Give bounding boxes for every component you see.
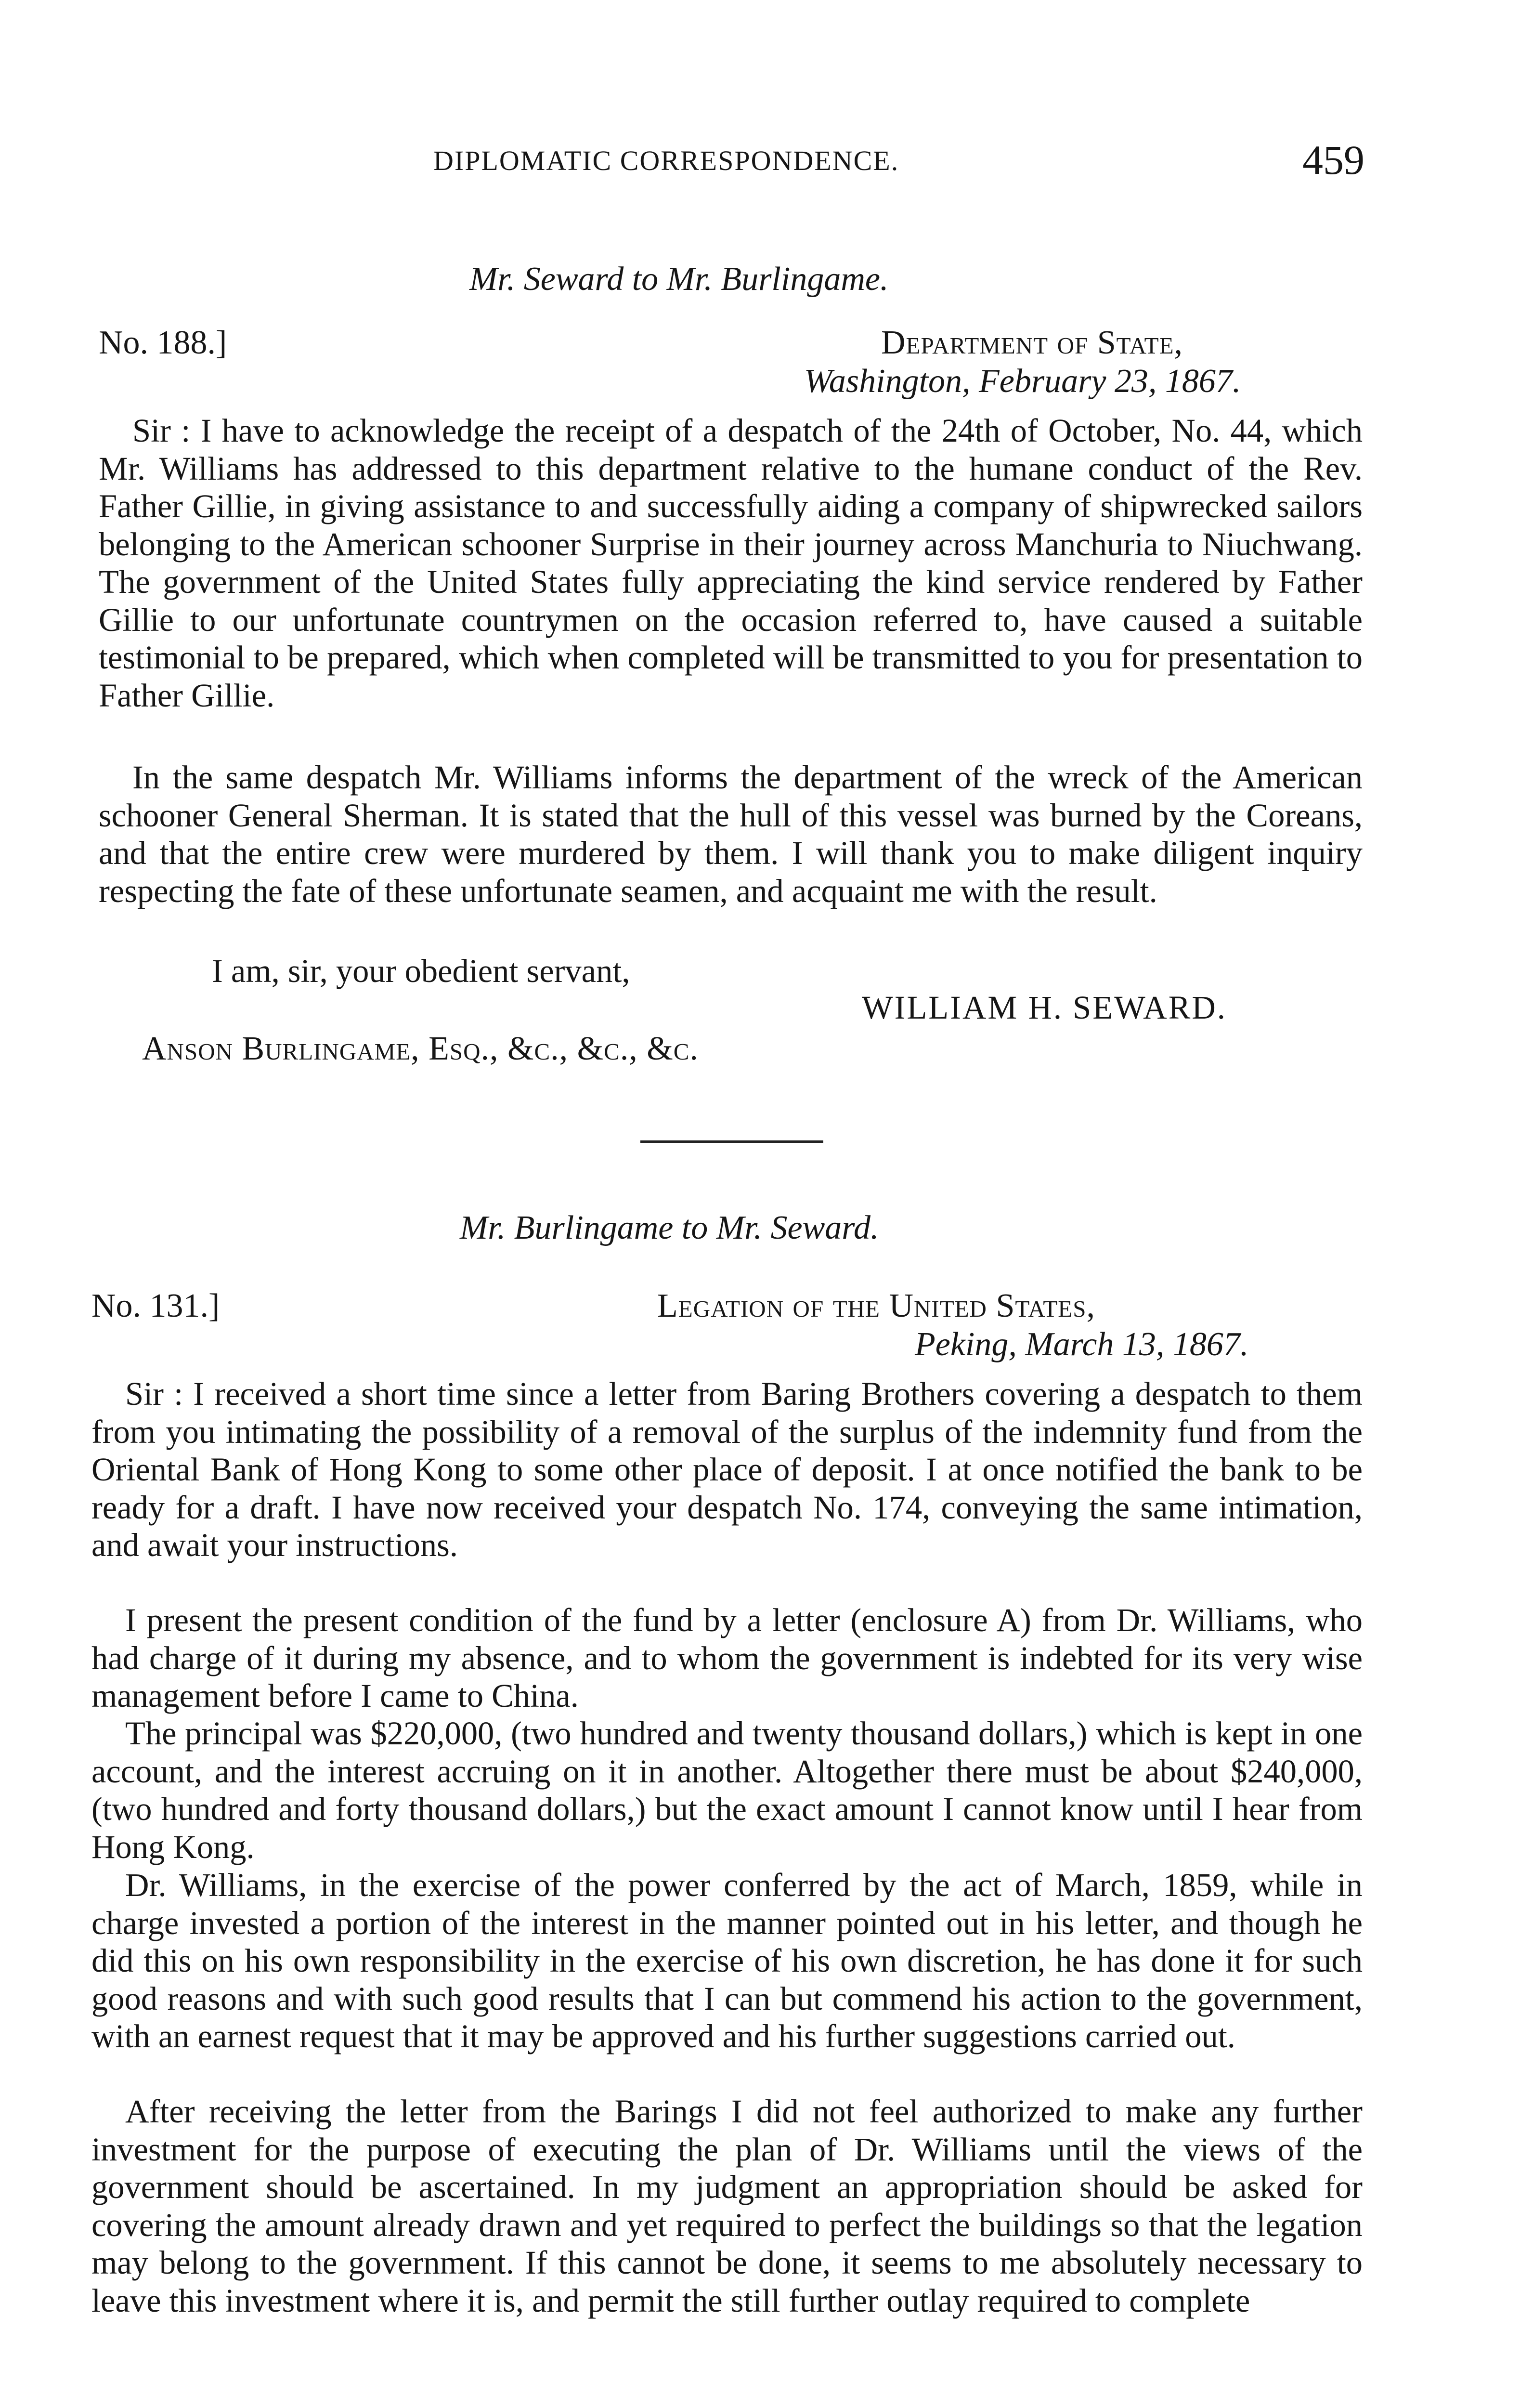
section-divider (640, 1140, 823, 1143)
letter1-closing: I am, sir, your obedient servant, (212, 953, 630, 989)
letter1-paragraph-1: Sir : I have to acknowledge the receipt of a despatch of the 24th of October, No. 44, which Mr. Williams has addressed to this department relative to the humane conduct of the Rev. Father Gillie, in giving assistance to and successfully aiding a company of shipwrecked sailors belonging to the American schooner Surprise in their journey across Manchuria to Niuchwang. The government of the United States fully appreciating the kind service rendered by Father Gillie to our unfortunate countrymen on the occasion referred to, have caused a suitable testimonial to be prepared, which when completed will be transmitted to you for presentation to Father Gillie. (99, 412, 1363, 714)
letter1-signature: WILLIAM H. SEWARD. (862, 989, 1227, 1026)
letter2-place: Legation of the United States, (657, 1287, 1095, 1324)
letter2-paragraph-2: I present the present condition of the fund by a letter (enclosure A) from Dr. Williams, who had charge of it during my absence, and to whom the government is indebted for its very wise management before I came to China. (91, 1602, 1363, 1714)
letter2-paragraph-5: After receiving the letter from the Barings I did not feel authorized to make any further investment for the purpose of executing the plan of Dr. Williams until the views of the government should be ascertained. In my judgment an appropriation should be asked for covering the amount already drawn and yet required to perfect the buildings so that the legation may belong to the government. If this cannot be done, it seems to me absolutely necessary to leave this investment where it is, and permit the still further outlay required to complete (91, 2093, 1363, 2319)
running-header: DIPLOMATIC CORRESPONDENCE. (433, 145, 899, 176)
letter1-number: No. 188.] (99, 324, 227, 361)
letter2-paragraph-4: Dr. Williams, in the exercise of the power conferred by the act of March, 1859, while in charge invested a portion of the interest in the manner pointed out in his letter, and though he did this on his own responsibility in the exercise of his own discretion, he has done it for such good reasons and with such good results that I can but commend his action to the government, with an earnest request that it may be approved and his further suggestions carried out. (91, 1867, 1363, 2055)
letter2-number: No. 131.] (91, 1287, 220, 1324)
letter1-paragraph-2: In the same despatch Mr. Williams informs the department of the wreck of the American schooner General Sherman. It is stated that the hull of this vessel was burned by the Coreans, and that the entire crew were murdered by them. I will thank you to make diligent inquiry respecting the fate of these unfortunate seamen, and acquaint me with the result. (99, 759, 1363, 909)
letter2-paragraph-1: Sir : I received a short time since a letter from Baring Brothers covering a despatch to them from you intimating the possibility of a removal of the surplus of the indemnity fund from the Oriental Bank of Hong Kong to some other place of deposit. I at once notified the bank to be ready for a draft. I have now received your despatch No. 174, conveying the same intimation, and await your instructions. (91, 1375, 1363, 1563)
page-number: 459 (1302, 137, 1364, 183)
letter1-place: Department of State, (881, 324, 1183, 361)
letter1-dateline: Washington, February 23, 1867. (804, 363, 1241, 400)
letter1-title: Mr. Seward to Mr. Burlingame. (469, 261, 889, 298)
letter1-addressee: Anson Burlingame, Esq., &c., &c., &c. (142, 1030, 699, 1067)
letter2-paragraph-3: The principal was $220,000, (two hundred and twenty thousand dollars,) which is kept in one account, and the interest accruing on it in another. Altogether there must be about $240,000, (two hundred and forty thousand dollars,) but the exact amount I cannot know until I hear from Hong Kong. (91, 1715, 1363, 1865)
letter2-title: Mr. Burlingame to Mr. Seward. (460, 1209, 879, 1246)
letter2-dateline: Peking, March 13, 1867. (915, 1326, 1249, 1363)
